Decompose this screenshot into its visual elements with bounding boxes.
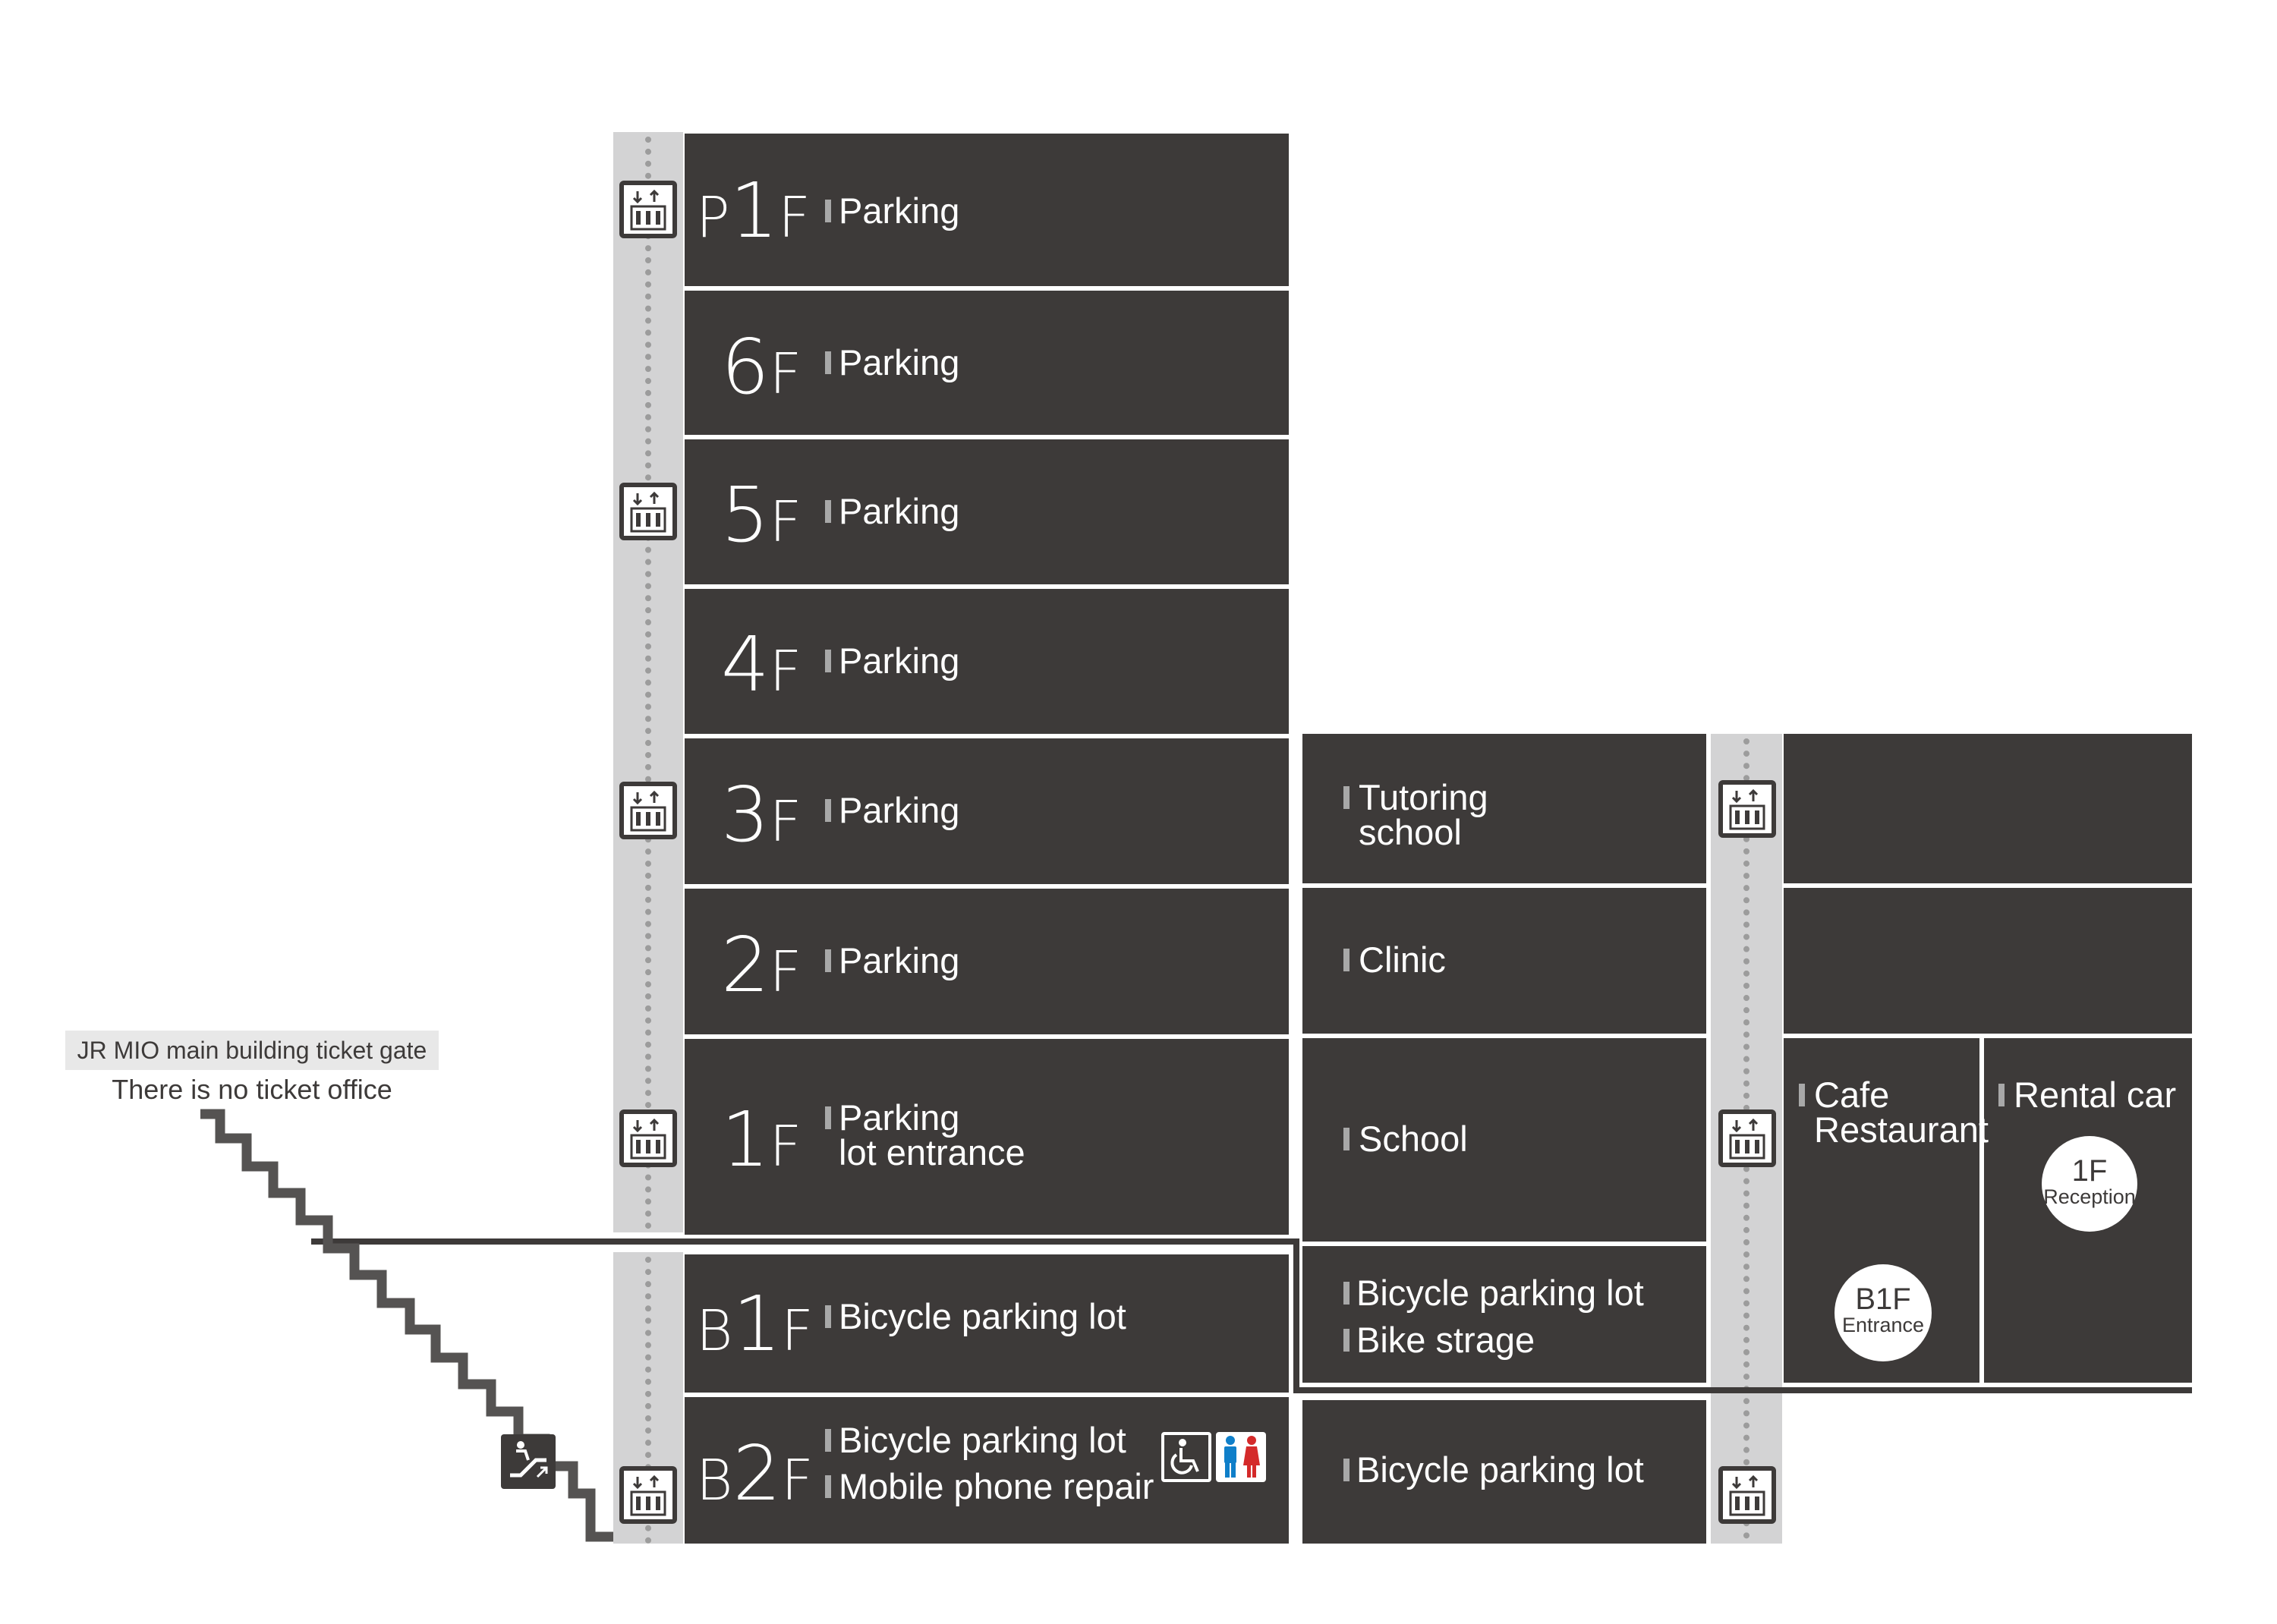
floor-label-p1f: Parking: [839, 190, 960, 231]
floor-number-4f: 4F: [721, 620, 802, 709]
floor-number-p1f: P1F: [696, 166, 811, 255]
floor-number-b2f: B2F: [696, 1429, 814, 1518]
floor-number-6f: 6F: [721, 323, 802, 411]
floor-label-6f: Parking: [839, 342, 960, 382]
cafe-restaurant-label: Cafe Restaurant: [1814, 1075, 1989, 1150]
floor-number-5f: 5F: [721, 471, 802, 559]
annex-label-b1f: Bicycle parking lot: [1356, 1273, 1644, 1313]
annex-label-b1f-second: Bike strage: [1356, 1320, 1535, 1360]
annex-label-b2f: Bicycle parking lot: [1356, 1449, 1644, 1490]
annex-label-1f: School: [1359, 1119, 1468, 1159]
floor-number-1f: 1F: [721, 1095, 802, 1184]
ticket-gate-title: JR MIO main building ticket gate: [65, 1031, 439, 1070]
annex-label-3f: Tutoring school: [1359, 777, 1488, 852]
floor-label-5f: Parking: [839, 491, 960, 531]
rental-car-label: Rental car: [2014, 1075, 2177, 1115]
floor-label-b2f-second: Mobile phone repair: [839, 1466, 1154, 1506]
floor-label-4f: Parking: [839, 640, 960, 681]
escalator-icon: [501, 1434, 556, 1489]
floor-number-b1f: B1F: [696, 1279, 814, 1368]
b1f-entrance-badge: B1F Entrance: [1835, 1264, 1932, 1361]
annex-label-2f: Clinic: [1359, 939, 1446, 980]
floor-label-b2f: Bicycle parking lot: [839, 1420, 1126, 1460]
floor-number-3f: 3F: [721, 770, 802, 859]
floor-label-1f: Parking lot entrance: [839, 1097, 1025, 1172]
floor-number-2f: 2F: [721, 921, 802, 1009]
floor-label-b1f: Bicycle parking lot: [839, 1296, 1126, 1336]
reception-badge: 1F Reception: [2042, 1136, 2137, 1232]
ticket-office-note: There is no ticket office: [112, 1074, 392, 1105]
floor-label-2f: Parking: [839, 940, 960, 980]
floor-label-3f: Parking: [839, 790, 960, 830]
